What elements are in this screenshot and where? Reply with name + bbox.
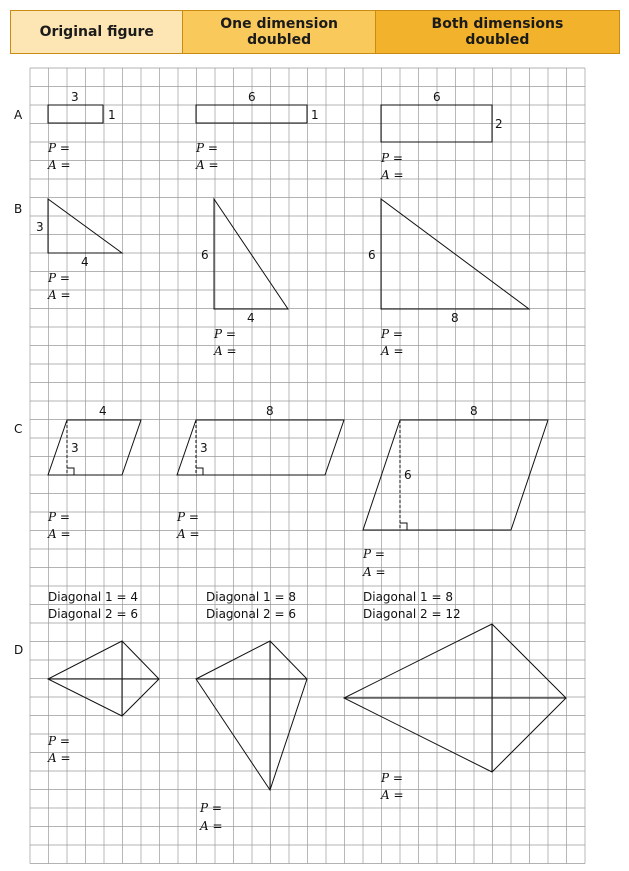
b3-area-prompt: A = — [381, 344, 404, 358]
para-c1-base-label: 4 — [99, 404, 107, 418]
tri-b1-base-label: 4 — [81, 255, 89, 269]
rect-a3-width-label: 2 — [495, 117, 503, 131]
c3-area-prompt: A = — [363, 565, 386, 579]
rect-a1-length-label: 3 — [71, 90, 79, 104]
c1-perimeter-prompt: P = — [48, 510, 70, 524]
triangle-b-original — [48, 199, 122, 253]
c1-area-prompt: A = — [48, 527, 71, 541]
para-c3-base-label: 8 — [470, 404, 478, 418]
b1-perimeter-prompt: P = — [48, 271, 70, 285]
c3-perimeter-prompt: P = — [363, 547, 385, 561]
d3-perimeter-prompt: P = — [381, 771, 403, 785]
rect-a2-width-label: 1 — [311, 108, 319, 122]
graph-paper-grid — [30, 68, 585, 864]
row-label-a: A — [14, 108, 23, 122]
header-both-dimensions-line1: Both dimensions — [431, 16, 564, 32]
d1-diagonal1-caption: Diagonal 1 = 4 — [48, 590, 138, 604]
d3-diagonal1-caption: Diagonal 1 = 8 — [363, 590, 453, 604]
tri-b3-base-label: 8 — [451, 311, 459, 325]
c1-right-angle-mark — [67, 468, 74, 475]
tri-b1-height-label: 3 — [36, 220, 44, 234]
b1-area-prompt: A = — [48, 288, 71, 302]
rect-a1-width-label: 1 — [108, 108, 116, 122]
row-label-d: D — [14, 643, 24, 657]
triangle-b-both-doubled — [381, 199, 529, 309]
rect-a2-length-label: 6 — [248, 90, 256, 104]
a2-perimeter-prompt: P = — [196, 141, 218, 155]
d2-area-prompt: A = — [200, 819, 223, 833]
row-label-c: C — [14, 422, 23, 436]
tri-b2-height-label: 6 — [201, 248, 209, 262]
row-label-b: B — [14, 202, 23, 216]
tri-b3-height-label: 6 — [368, 248, 376, 262]
b2-perimeter-prompt: P = — [214, 327, 236, 341]
para-c1-height-label: 3 — [71, 441, 79, 455]
para-c2-height-label: 3 — [200, 441, 208, 455]
d1-diagonal2-caption: Diagonal 2 = 6 — [48, 607, 138, 621]
header-both-dimensions-line2: doubled — [465, 32, 530, 48]
rect-a3-length-label: 6 — [433, 90, 441, 104]
parallelogram-c-original — [48, 420, 141, 475]
rectangle-a-original — [48, 105, 103, 123]
triangle-b-one-doubled — [214, 199, 288, 309]
d2-diagonal1-caption: Diagonal 1 = 8 — [206, 590, 296, 604]
a3-perimeter-prompt: P = — [381, 151, 403, 165]
d2-perimeter-prompt: P = — [200, 801, 222, 815]
header-original-figure-label: Original figure — [39, 24, 154, 40]
rectangle-a-one-doubled — [196, 105, 307, 123]
header-one-dimension-line2: doubled — [247, 32, 312, 48]
c2-right-angle-mark — [196, 468, 203, 475]
c3-right-angle-mark — [400, 523, 407, 530]
d3-area-prompt: A = — [381, 788, 404, 802]
d1-perimeter-prompt: P = — [48, 734, 70, 748]
d2-diagonal2-caption: Diagonal 2 = 6 — [206, 607, 296, 621]
para-c2-base-label: 8 — [266, 404, 274, 418]
c2-perimeter-prompt: P = — [177, 510, 199, 524]
d1-area-prompt: A = — [48, 751, 71, 765]
a1-area-prompt: A = — [48, 158, 71, 172]
d3-diagonal2-caption: Diagonal 2 = 12 — [363, 607, 461, 621]
c2-area-prompt: A = — [177, 527, 200, 541]
b3-perimeter-prompt: P = — [381, 327, 403, 341]
tri-b2-base-label: 4 — [247, 311, 255, 325]
header-one-dimension-line1: One dimension — [220, 16, 339, 32]
para-c3-height-label: 6 — [404, 468, 412, 482]
a2-area-prompt: A = — [196, 158, 219, 172]
a1-perimeter-prompt: P = — [48, 141, 70, 155]
b2-area-prompt: A = — [214, 344, 237, 358]
a3-area-prompt: A = — [381, 168, 404, 182]
